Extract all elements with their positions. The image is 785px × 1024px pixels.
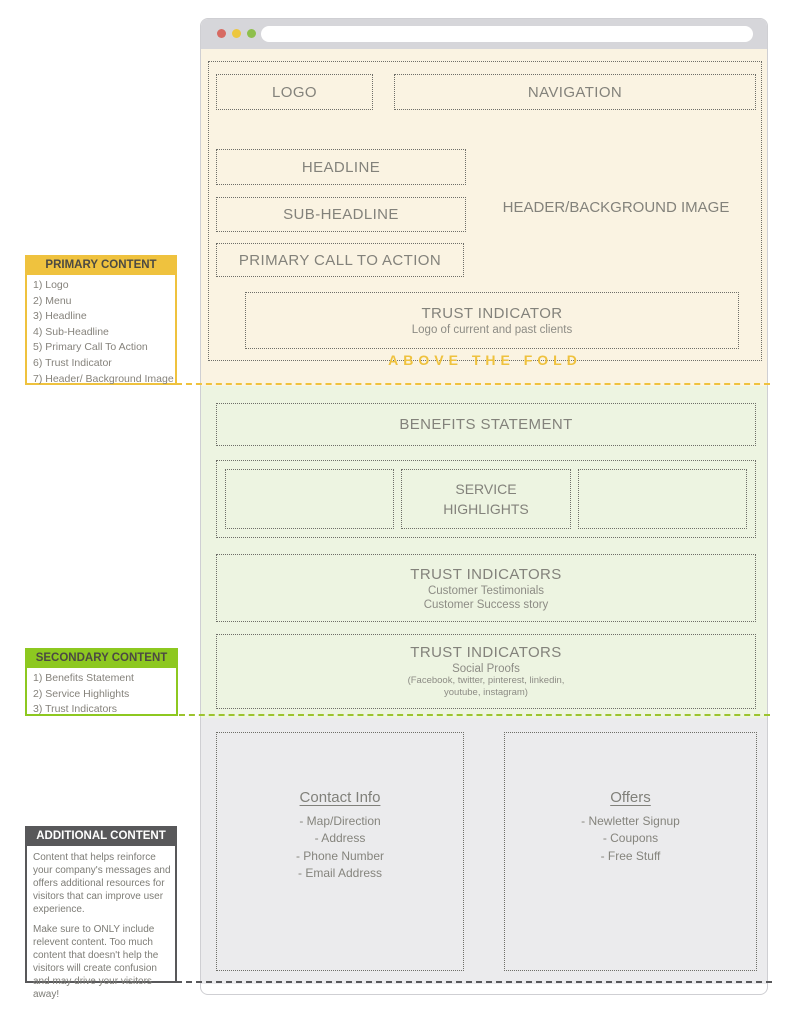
list-item: 2) Service Highlights <box>33 687 130 700</box>
list-item: 2) Menu <box>33 294 72 307</box>
headline-box <box>216 149 466 185</box>
contact-item: - Address <box>314 831 366 846</box>
primary-content-header: PRIMARY CONTENT <box>25 255 177 275</box>
browser-chrome-bar <box>201 19 767 49</box>
social-proofs-line: Social Proofs <box>452 662 520 675</box>
contact-info-title: Contact Info <box>299 789 381 806</box>
primary-cta-label: PRIMARY CALL TO ACTION <box>238 251 442 269</box>
primary-content-list <box>25 275 177 385</box>
trust-indicator-box <box>245 292 739 349</box>
list-item: 3) Trust Indicators <box>33 703 118 716</box>
customer-success-line: Customer Success story <box>423 598 549 611</box>
service-highlights-line2: HIGHLIGHTS <box>443 501 529 517</box>
secondary-content-header: SECONDARY CONTENT <box>25 648 178 668</box>
trust-indicators-testimonials-box <box>216 554 756 622</box>
section-above-fold <box>201 49 768 386</box>
traffic-light-red-icon <box>217 29 226 38</box>
additional-content-header: ADDITIONAL CONTENT <box>25 826 177 846</box>
contact-info-box <box>216 732 464 971</box>
contact-item: - Phone Number <box>295 848 385 863</box>
above-the-fold-label: ABOVE THE FOLD <box>388 352 582 368</box>
contact-item: - Email Address <box>297 866 383 881</box>
section-additional-content <box>201 718 768 984</box>
url-bar <box>261 26 753 42</box>
list-item: 7) Header/ Background Image <box>33 372 174 385</box>
logo-label: LOGO <box>272 83 317 101</box>
sub-headline-box <box>216 197 466 232</box>
list-item: 5) Primary Call To Action <box>33 341 148 354</box>
secondary-divider-line <box>179 714 770 716</box>
service-slot-left <box>225 469 394 529</box>
browser-window <box>200 18 768 995</box>
header-background-image-label: HEADER/BACKGROUND IMAGE <box>502 199 730 216</box>
list-item: 1) Benefits Statement <box>33 672 134 684</box>
social-networks-line1: (Facebook, twitter, pinterest, linkedin, <box>407 674 565 686</box>
above-fold-divider-line <box>176 383 770 385</box>
secondary-content-annotation <box>25 648 178 716</box>
service-highlights-line1: SERVICE <box>455 480 517 497</box>
additional-content-annotation <box>25 826 177 1000</box>
list-item: 1) Logo <box>33 279 69 291</box>
navigation-label: NAVIGATION <box>527 83 623 101</box>
section-secondary-content <box>201 386 768 718</box>
trust-indicator-title: TRUST INDICATOR <box>421 305 563 322</box>
benefits-statement-box <box>216 403 756 446</box>
offers-item: - Newletter Signup <box>581 814 680 828</box>
secondary-content-list <box>25 668 178 716</box>
trust-indicators-social-box <box>216 634 756 709</box>
trust-indicators-social-title: TRUST INDICATORS <box>410 643 562 661</box>
list-item: 6) Trust Indicator <box>33 356 112 369</box>
logo-box <box>216 74 373 110</box>
offers-title: Offers <box>610 789 651 806</box>
offers-item: - Free Stuff <box>600 848 661 863</box>
benefits-statement-label: BENEFITS STATEMENT <box>399 416 573 433</box>
traffic-light-green-icon <box>247 29 256 38</box>
customer-testimonials-line: Customer Testimonials <box>427 584 545 597</box>
headline-label: HEADLINE <box>301 158 381 176</box>
offers-box <box>504 732 757 971</box>
sub-headline-label: SUB-HEADLINE <box>283 206 399 223</box>
list-item: 4) Sub-Headline <box>33 325 109 338</box>
annotation-paragraph: Content that helps reinforce your company's messages and offers additional resources for visitors that can improve user experience. <box>33 852 171 915</box>
social-networks-line2: youtube, instagram) <box>444 687 528 698</box>
service-highlights-box <box>401 469 570 529</box>
annotation-paragraph: Make sure to ONLY include relevent content. Too much content that doesn't help the visitors will create confusion and may drive your visitors away! <box>33 924 159 1000</box>
additional-content-text <box>25 846 177 1000</box>
offers-item: - Coupons <box>602 831 659 846</box>
traffic-light-yellow-icon <box>232 29 241 38</box>
list-item: 3) Headline <box>33 310 87 323</box>
service-highlights-row <box>216 460 756 538</box>
primary-cta-box <box>216 243 464 277</box>
navigation-box <box>394 74 756 110</box>
contact-item: - Map/Direction <box>299 814 381 828</box>
trust-indicator-subtitle: Logo of current and past clients <box>411 324 573 336</box>
primary-content-annotation <box>25 255 177 385</box>
trust-indicators-title: TRUST INDICATORS <box>410 565 562 583</box>
service-slot-right <box>578 469 747 529</box>
additional-divider-line <box>176 981 772 983</box>
